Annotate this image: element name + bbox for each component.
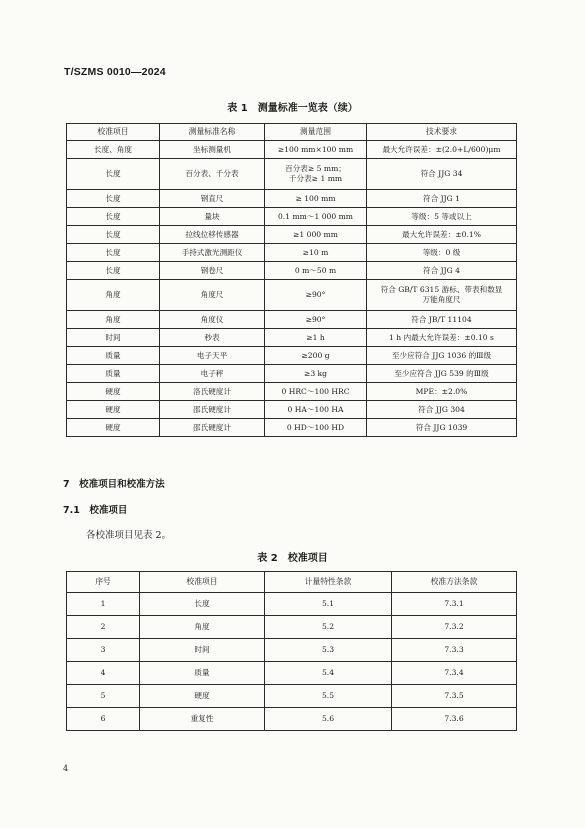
table1-row-cell: 洛氏硬度计 bbox=[160, 383, 265, 401]
table2-row-cell: 5 bbox=[67, 685, 140, 708]
table1-row-cell: 角度仪 bbox=[160, 311, 265, 329]
table2-row-cell: 5.4 bbox=[265, 662, 392, 685]
table2-row bbox=[67, 685, 517, 708]
table1-header-cell: 测量标准名称 bbox=[160, 124, 265, 141]
table1-header-row bbox=[67, 124, 517, 141]
table1-row-cell: ≥100 mm×100 mm bbox=[265, 141, 367, 159]
table2-row-cell: 3 bbox=[67, 639, 140, 662]
table1-row-cell: 长度 bbox=[67, 244, 160, 262]
table1-header-cell: 技术要求 bbox=[367, 124, 517, 141]
table2-row-cell: 质量 bbox=[140, 662, 265, 685]
table1-row-cell: 符合 JJG 304 bbox=[367, 401, 517, 419]
table2-row-cell: 7.3.3 bbox=[392, 639, 517, 662]
table1-row-cell: 1 h 内最大允许误差：±0.10 s bbox=[367, 329, 517, 347]
standard-id: T/SZMS 0010—2024 bbox=[64, 66, 166, 78]
table1-row-cell: ≥3 kg bbox=[265, 365, 367, 383]
table2-row-cell: 5.1 bbox=[265, 593, 392, 616]
table1-row-cell: 手持式激光测距仪 bbox=[160, 244, 265, 262]
table1-row-cell: 邵氏硬度计 bbox=[160, 419, 265, 437]
table1-header-cell: 测量范围 bbox=[265, 124, 367, 141]
table2-row-cell: 7.3.6 bbox=[392, 708, 517, 731]
table2-header-cell: 计量特性条款 bbox=[265, 572, 392, 593]
table1-caption: 表 1 测量标准一览表（续） bbox=[227, 103, 358, 114]
table2-header-row bbox=[67, 572, 517, 593]
table1-row bbox=[67, 208, 517, 226]
table2-row-cell: 7.3.2 bbox=[392, 616, 517, 639]
table2-row-cell: 5.5 bbox=[265, 685, 392, 708]
table1-row-cell: 邵氏硬度计 bbox=[160, 401, 265, 419]
table1-row-cell: 角度尺 bbox=[160, 280, 265, 311]
table1-row-cell: 0 HD～100 HD bbox=[265, 419, 367, 437]
table1-row-cell: ≥10 m bbox=[265, 244, 367, 262]
table1-row-cell: 秒表 bbox=[160, 329, 265, 347]
table2-row-cell: 时间 bbox=[140, 639, 265, 662]
table1-row-cell: 0 m～50 m bbox=[265, 262, 367, 280]
table2-row-cell: 长度 bbox=[140, 593, 265, 616]
table1-row-cell: 等级：5 等或以上 bbox=[367, 208, 517, 226]
table1-header-cell: 校准项目 bbox=[67, 124, 160, 141]
table1-row-cell: 长度 bbox=[67, 159, 160, 190]
table1-row-cell: 硬度 bbox=[67, 401, 160, 419]
table1-row bbox=[67, 347, 517, 365]
table1-row-cell: 拉线位移传感器 bbox=[160, 226, 265, 244]
table1-row-cell: 质量 bbox=[67, 365, 160, 383]
table1-row bbox=[67, 311, 517, 329]
table2-header-cell: 序号 bbox=[67, 572, 140, 593]
table1-row-cell: 符合 JB/T 11104 bbox=[367, 311, 517, 329]
table1-row-cell: 长度 bbox=[67, 226, 160, 244]
table2-row-cell: 2 bbox=[67, 616, 140, 639]
table1-row-cell: 角度 bbox=[67, 311, 160, 329]
body-paragraph: 各校准项目见表 2。 bbox=[86, 530, 172, 541]
table1-row-cell: 最大允许误差：±0.1% bbox=[367, 226, 517, 244]
table2-row-cell: 角度 bbox=[140, 616, 265, 639]
table2-row-cell: 4 bbox=[67, 662, 140, 685]
calibration-items-table bbox=[66, 571, 517, 731]
table1-row-cell: ≥90° bbox=[265, 280, 367, 311]
page-number: 4 bbox=[63, 764, 69, 773]
table1-row-cell: 电子天平 bbox=[160, 347, 265, 365]
table2-row-cell: 7.3.1 bbox=[392, 593, 517, 616]
table2-row-cell: 5.2 bbox=[265, 616, 392, 639]
table1-row bbox=[67, 190, 517, 208]
table2-row bbox=[67, 708, 517, 731]
table1-row-cell: 百分表≥ 5 mm； 千分表≥ 1 mm bbox=[265, 159, 367, 190]
table1-row-cell: 硬度 bbox=[67, 383, 160, 401]
table1-row-cell: 质量 bbox=[67, 347, 160, 365]
table2-row-cell: 7.3.5 bbox=[392, 685, 517, 708]
table1-row bbox=[67, 159, 517, 190]
table1-row-cell: MPE：±2.0% bbox=[367, 383, 517, 401]
table1-row-cell: 最大允许误差：±(2.0+L/600)μm bbox=[367, 141, 517, 159]
table1-row-cell: 0 HA～100 HA bbox=[265, 401, 367, 419]
table2-row-cell: 5.6 bbox=[265, 708, 392, 731]
table1-row bbox=[67, 365, 517, 383]
table2-row bbox=[67, 639, 517, 662]
table2-row-cell: 重复性 bbox=[140, 708, 265, 731]
table2-row-cell: 1 bbox=[67, 593, 140, 616]
table1-row-cell: ≥ 100 mm bbox=[265, 190, 367, 208]
section-7-heading: 7 校准项目和校准方法 bbox=[63, 479, 165, 490]
table1-row-cell: 长度 bbox=[67, 262, 160, 280]
table2-row-cell: 7.3.4 bbox=[392, 662, 517, 685]
table1-row-cell: 符合 JJG 1039 bbox=[367, 419, 517, 437]
table1-row-cell: 符合 JJG 4 bbox=[367, 262, 517, 280]
table1-row-cell: 符合 JJG 34 bbox=[367, 159, 517, 190]
table2-row bbox=[67, 616, 517, 639]
table1-row bbox=[67, 226, 517, 244]
table1-row-cell: 符合 JJG 1 bbox=[367, 190, 517, 208]
table1-row-cell: 百分表、千分表 bbox=[160, 159, 265, 190]
table1-row-cell: 至少应符合 JJG 1036 的Ⅲ级 bbox=[367, 347, 517, 365]
table1-row-cell: 坐标测量机 bbox=[160, 141, 265, 159]
table2-caption: 表 2 校准项目 bbox=[257, 553, 328, 564]
table2-row bbox=[67, 662, 517, 685]
table1-row-cell: 量块 bbox=[160, 208, 265, 226]
table1-row-cell: ≥1 000 mm bbox=[265, 226, 367, 244]
section-7-1-heading: 7.1 校准项目 bbox=[63, 505, 128, 516]
table1-row-cell: 至少应符合 JJG 539 的Ⅲ级 bbox=[367, 365, 517, 383]
table1-row bbox=[67, 383, 517, 401]
table1-row-cell: 角度 bbox=[67, 280, 160, 311]
table1-row bbox=[67, 141, 517, 159]
table1-row bbox=[67, 280, 517, 311]
table1-row bbox=[67, 329, 517, 347]
table2-header-cell: 校准项目 bbox=[140, 572, 265, 593]
table1-row-cell: 钢直尺 bbox=[160, 190, 265, 208]
table1-row bbox=[67, 401, 517, 419]
table2-row-cell: 6 bbox=[67, 708, 140, 731]
table2-row-cell: 5.3 bbox=[265, 639, 392, 662]
table1-row-cell: 长度 bbox=[67, 190, 160, 208]
table1-row-cell: 0.1 mm～1 000 mm bbox=[265, 208, 367, 226]
table1-row-cell: 时间 bbox=[67, 329, 160, 347]
table1-row-cell: 长度 bbox=[67, 208, 160, 226]
measurement-standards-table bbox=[66, 123, 517, 437]
table1-row-cell: 0 HRC～100 HRC bbox=[265, 383, 367, 401]
table1-row-cell: ≥200 g bbox=[265, 347, 367, 365]
table1-row-cell: 硬度 bbox=[67, 419, 160, 437]
table1-row bbox=[67, 419, 517, 437]
table1-row-cell: 等级：0 级 bbox=[367, 244, 517, 262]
table1-row-cell: ≥90° bbox=[265, 311, 367, 329]
table1-row-cell: 钢卷尺 bbox=[160, 262, 265, 280]
table1-row-cell: 长度、角度 bbox=[67, 141, 160, 159]
table1-row bbox=[67, 244, 517, 262]
table1-row-cell: ≥1 h bbox=[265, 329, 367, 347]
table2-header-cell: 校准方法条款 bbox=[392, 572, 517, 593]
table1-row-cell: 符合 GB/T 6315 游标、带表和数显 万能角度尺 bbox=[367, 280, 517, 311]
table1-row bbox=[67, 262, 517, 280]
table2-row bbox=[67, 593, 517, 616]
table1-row-cell: 电子秤 bbox=[160, 365, 265, 383]
table2-row-cell: 硬度 bbox=[140, 685, 265, 708]
